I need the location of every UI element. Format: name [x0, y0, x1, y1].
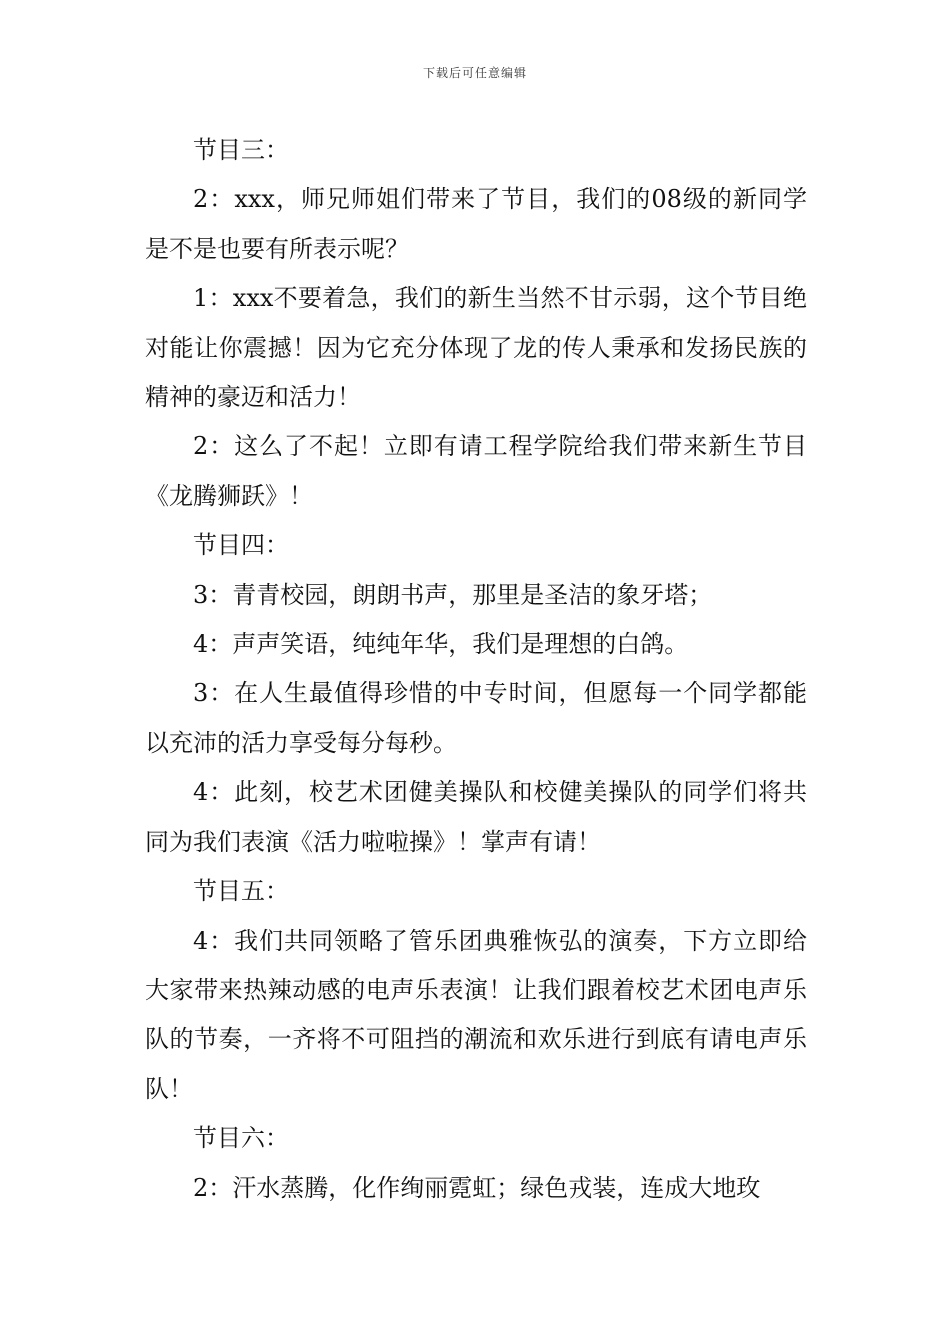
section-title-4: 节目四：: [193, 531, 289, 560]
dialogue-paragraph: 3：在人生最值得珍惜的中专时间，但愿每一个同学都能以充沛的活力享受每分每秒。: [145, 679, 807, 757]
dialogue-paragraph: 4：声声笑语，纯纯年华，我们是理想的白鸽。: [193, 630, 689, 659]
page-header: 下载后可任意编辑: [422, 66, 527, 80]
section-title-6: 节目六：: [193, 1124, 289, 1153]
document-body: [145, 126, 807, 1213]
dialogue-paragraph: 4：我们共同领略了管乐团典雅恢弘的演奏，下方立即给大家带来热辣动感的电声乐表演！让我们跟着校艺术团电声乐队的节奏，一齐将不可阻挡的潮流和欢乐进行到底有请电声乐队！: [145, 926, 807, 1103]
section-title-3: 节目三：: [193, 136, 289, 164]
dialogue-paragraph: 2：这么了不起！立即有请工程学院给我们带来新生节目《龙腾狮跃》！: [145, 432, 807, 510]
dialogue-paragraph: 3：青青校园，朗朗书声，那里是圣洁的象牙塔；: [193, 580, 713, 609]
section-title-5: 节目五：: [193, 877, 289, 906]
dialogue-paragraph: 1：xxx不要着急，我们的新生当然不甘示弱，这个节目绝对能让你震撼！因为它充分体现了龙的传人秉承和发扬民族的精神的豪迈和活力！: [145, 284, 807, 412]
dialogue-paragraph: 4：此刻，校艺术团健美操队和校健美操队的同学们将共同为我们表演《活力啦啦操》！掌声有请！: [145, 778, 807, 856]
dialogue-paragraph: 2：汗水蒸腾，化作绚丽霓虹；绿色戎装，连成大地玫: [193, 1173, 761, 1202]
dialogue-paragraph: 2：xxx，师兄师姐们带来了节目，我们的08级的新同学是不是也要有所表示呢？: [145, 185, 807, 263]
